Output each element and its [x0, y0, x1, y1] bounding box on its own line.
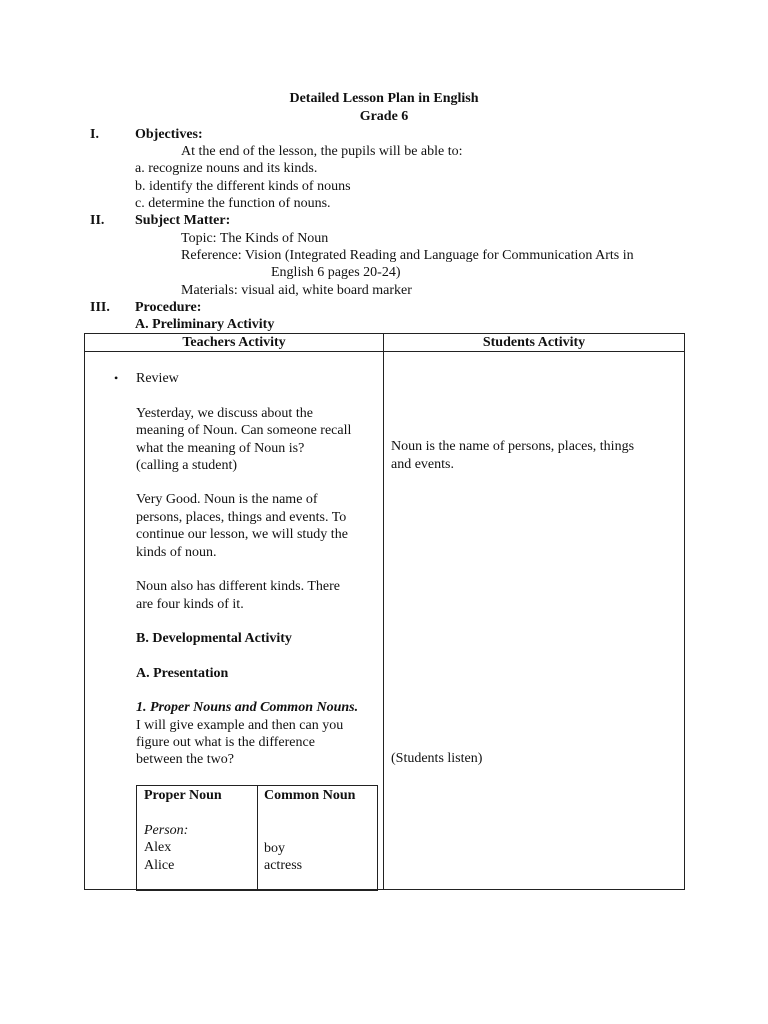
activity-table	[84, 333, 685, 890]
subject-reference-continued: English 6 pages 20-24)	[271, 265, 401, 280]
subject-reference: Reference: Vision (Integrated Reading and Language for Communication Arts in	[181, 248, 634, 263]
teacher-para2-line2: persons, places, things and events. To	[136, 510, 347, 525]
teacher-para4-line1: I will give example and then can you	[136, 718, 344, 733]
students-listen: (Students listen)	[391, 751, 483, 766]
table-column-divider	[383, 334, 384, 889]
preliminary-activity-heading: A. Preliminary Activity	[135, 317, 275, 332]
proper-noun-header: Proper Noun	[144, 788, 222, 803]
teacher-para1-line4: (calling a student)	[136, 458, 238, 473]
common-noun-item: boy	[264, 841, 285, 856]
teacher-para4-line3: between the two?	[136, 752, 234, 767]
objectives-intro: At the end of the lesson, the pupils will be able to:	[181, 144, 463, 159]
objectives-numeral: I.	[90, 127, 99, 142]
subject-matter-numeral: II.	[90, 213, 105, 228]
bullet-icon: •	[114, 371, 119, 385]
objectives-heading: Objectives:	[135, 127, 203, 142]
document-title: Detailed Lesson Plan in English	[289, 91, 479, 106]
students-activity-header: Students Activity	[482, 335, 586, 350]
teacher-para3-line2: are four kinds of it.	[136, 597, 244, 612]
review-label: Review	[136, 371, 179, 386]
common-noun-header: Common Noun	[264, 788, 356, 803]
presentation-heading: A. Presentation	[136, 666, 229, 681]
student-answer-line1: Noun is the name of persons, places, things	[391, 439, 635, 454]
noun-category-person: Person:	[144, 823, 189, 838]
teacher-para1-line3: what the meaning of Noun is?	[136, 441, 305, 456]
teacher-para2-line3: continue our lesson, we will study the	[136, 527, 348, 542]
teacher-para2-line1: Very Good. Noun is the name of	[136, 492, 318, 507]
table-header-divider	[85, 351, 684, 352]
teachers-activity-header: Teachers Activity	[182, 335, 286, 350]
proper-common-nouns-heading: 1. Proper Nouns and Common Nouns.	[136, 700, 359, 715]
procedure-numeral: III.	[90, 300, 110, 315]
objective-item-a: a. recognize nouns and its kinds.	[135, 161, 318, 176]
subject-matter-heading: Subject Matter:	[135, 213, 231, 228]
teacher-para3-line1: Noun also has different kinds. There	[136, 579, 340, 594]
teacher-para1-line2: meaning of Noun. Can someone recall	[136, 423, 352, 438]
noun-table-column-divider	[257, 786, 258, 889]
student-answer-line2: and events.	[391, 457, 454, 472]
teacher-para2-line4: kinds of noun.	[136, 545, 217, 560]
teacher-para4-line2: figure out what is the difference	[136, 735, 315, 750]
subject-topic: Topic: The Kinds of Noun	[181, 231, 329, 246]
proper-common-noun-table	[136, 785, 378, 891]
common-noun-item: actress	[264, 858, 303, 873]
proper-noun-item: Alex	[144, 840, 172, 855]
developmental-activity-heading: B. Developmental Activity	[136, 631, 292, 646]
subject-materials: Materials: visual aid, white board marker	[181, 283, 412, 298]
procedure-heading: Procedure:	[135, 300, 202, 315]
document-grade: Grade 6	[359, 109, 409, 124]
objective-item-b: b. identify the different kinds of nouns	[135, 179, 351, 194]
teacher-para1-line1: Yesterday, we discuss about the	[136, 406, 313, 421]
proper-noun-item: Alice	[144, 858, 175, 873]
objective-item-c: c. determine the function of nouns.	[135, 196, 331, 211]
